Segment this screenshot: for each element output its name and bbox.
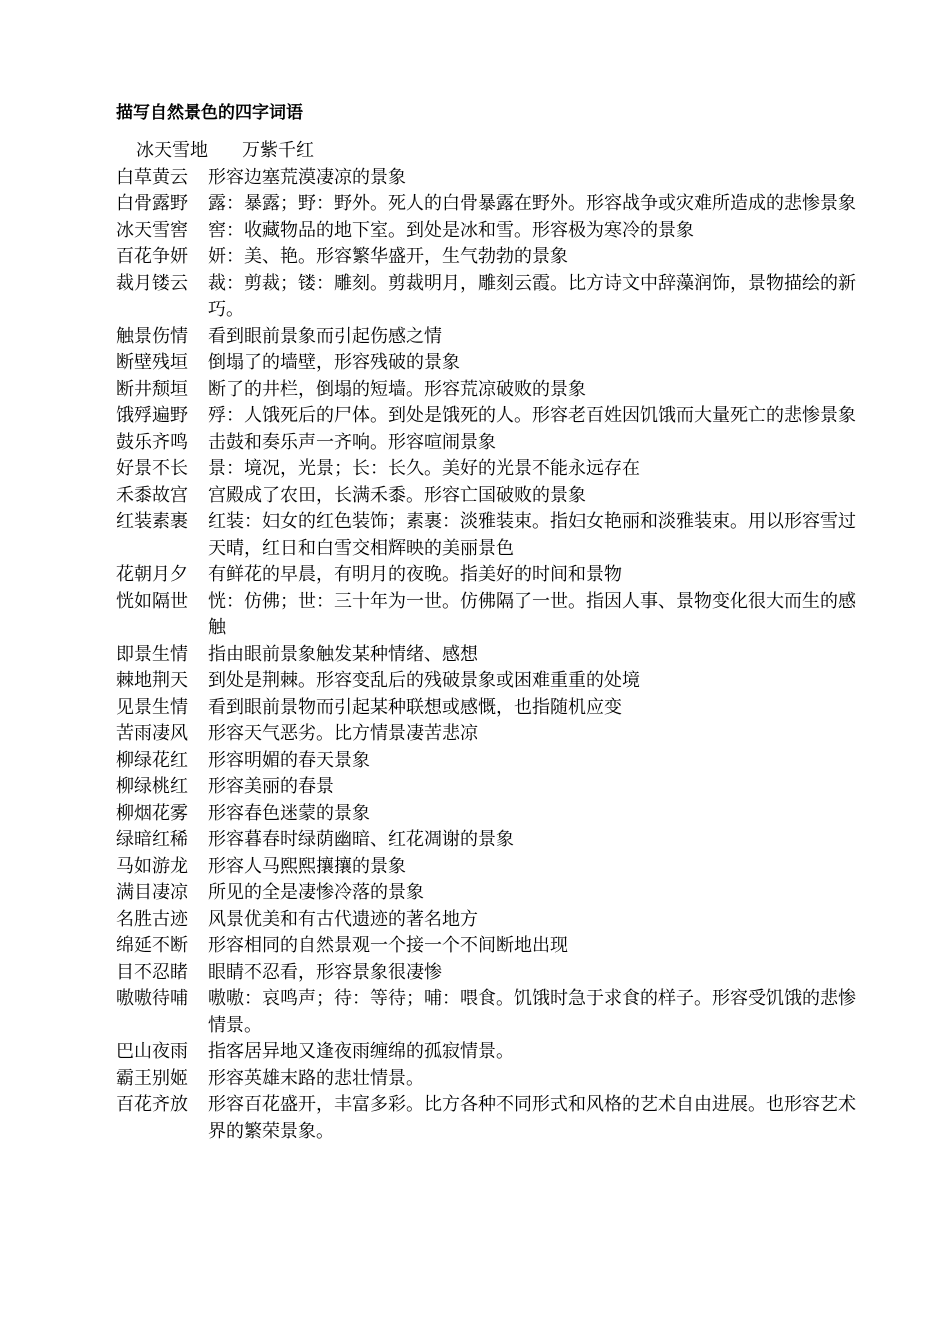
idiom-definition: 指由眼前景象触发某种情绪、感想 [208, 643, 478, 665]
document-page [116, 102, 866, 1145]
list-item [116, 483, 866, 510]
idiom-definition: 倒塌了的墙壁，形容残破的景象 [208, 352, 460, 373]
idiom-term: 白骨露野 [116, 193, 188, 214]
idiom-definition: 恍：仿佛；世：三十年为一世。仿佛隔了一世。指因人事、景物变化很大而生的感触 [208, 590, 856, 638]
idiom-term: 棘地荆天 [116, 670, 188, 691]
idiom-definition: 指客居异地又逢夜雨缠绵的孤寂情景。 [208, 1041, 514, 1062]
list-item [116, 695, 866, 722]
idiom-term: 苦雨凄风 [116, 723, 188, 744]
idiom-definition: 形容边塞荒漠凄凉的景象 [208, 166, 406, 188]
idiom-term: 好景不长 [116, 458, 188, 479]
idiom-term: 红装素裹 [116, 511, 188, 532]
idiom-term: 柳烟花雾 [116, 802, 188, 824]
list-item [116, 430, 866, 457]
idiom-list [116, 165, 866, 1146]
idiom-term: 饿殍遍野 [116, 405, 188, 426]
idiom-term: 绿暗红稀 [116, 829, 188, 850]
idiom-definition: 殍：人饿死后的尸体。到处是饿死的人。形容老百姓因饥饿而大量死亡的悲惨景象 [208, 405, 856, 426]
idiom-term: 百花争妍 [116, 246, 188, 267]
list-item [116, 271, 866, 324]
list-item [116, 403, 866, 430]
list-item [116, 562, 866, 589]
idiom-definition: 露：暴露；野：野外。死人的白骨暴露在野外。形容战争或灾难所造成的悲惨景象 [208, 193, 856, 214]
list-item [116, 907, 866, 934]
list-item [116, 668, 866, 695]
list-item [116, 801, 866, 828]
idiom-term: 花朝月夕 [116, 564, 188, 585]
list-item [116, 827, 866, 854]
idiom-term: 断井颓垣 [116, 378, 188, 400]
intro-term: 冰天雪地 [136, 140, 208, 161]
idiom-definition: 看到眼前景象而引起伤感之情 [208, 325, 442, 347]
idiom-definition: 裁：剪裁；镂：雕刻。剪裁明月，雕刻云霞。比方诗文中辞藻润饰，景物描绘的新巧。 [208, 272, 856, 320]
idiom-term: 百花齐放 [116, 1094, 188, 1115]
list-item [116, 456, 866, 483]
idiom-definition: 窖：收藏物品的地下室。到处是冰和雪。形容极为寒冷的景象 [208, 219, 694, 241]
idiom-term: 裁月镂云 [116, 272, 188, 294]
list-item [116, 509, 866, 562]
list-item [116, 854, 866, 881]
idiom-term: 即景生情 [116, 643, 188, 665]
idiom-term: 触景伤情 [116, 325, 188, 347]
idiom-term: 恍如隔世 [116, 590, 188, 612]
list-item [116, 350, 866, 377]
idiom-definition: 红装：妇女的红色装饰；素裹：淡雅装束。指妇女艳丽和淡雅装束。用以形容雪过天晴，红日和白雪交相辉映的美丽景色 [208, 511, 856, 559]
idiom-definition: 形容天气恶劣。比方情景凄苦悲凉 [208, 723, 478, 744]
idiom-term: 嗷嗷待哺 [116, 988, 188, 1009]
idiom-definition: 眼睛不忍看，形容景象很凄惨 [208, 961, 442, 983]
idiom-definition: 形容春色迷蒙的景象 [208, 802, 370, 824]
list-item [116, 218, 866, 245]
idiom-term: 名胜古迹 [116, 908, 188, 930]
list-item [116, 960, 866, 987]
list-item [116, 933, 866, 960]
idiom-term: 绵延不断 [116, 935, 188, 956]
list-item [116, 165, 866, 192]
idiom-term: 巴山夜雨 [116, 1041, 188, 1062]
idiom-definition: 景：境况，光景；长：长久。美好的光景不能永远存在 [208, 458, 640, 479]
idiom-definition: 形容人马熙熙攘攘的景象 [208, 855, 406, 877]
list-item [116, 880, 866, 907]
idiom-definition: 到处是荆棘。形容变乱后的残破景象或困难重重的处境 [208, 670, 640, 691]
list-item [116, 324, 866, 351]
idiom-term: 禾黍故宫 [116, 484, 188, 506]
idiom-term: 白草黄云 [116, 166, 188, 188]
list-item [116, 721, 866, 748]
list-item [116, 1066, 866, 1093]
list-item [116, 191, 866, 218]
idiom-term: 霸王别姬 [116, 1067, 188, 1089]
idiom-definition: 击鼓和奏乐声一齐响。形容喧闹景象 [208, 431, 496, 453]
list-item [116, 1092, 866, 1145]
list-item [116, 1039, 866, 1066]
idiom-definition: 所见的全是凄惨冷落的景象 [208, 882, 424, 903]
idiom-definition: 妍：美、艳。形容繁华盛开，生气勃勃的景象 [208, 246, 568, 267]
idiom-definition: 形容暮春时绿荫幽暗、红花凋谢的景象 [208, 829, 514, 850]
list-item [116, 642, 866, 669]
idiom-definition: 形容明媚的春天景象 [208, 749, 370, 771]
idiom-definition: 看到眼前景物而引起某种联想或感慨，也指随机应变 [208, 696, 622, 718]
page-title: 描写自然景色的四字词语 [116, 103, 303, 123]
intro-term: 万紫千红 [242, 140, 314, 161]
list-item [116, 244, 866, 271]
list-item [116, 589, 866, 642]
idiom-term: 柳绿桃红 [116, 776, 188, 797]
idiom-term: 目不忍睹 [116, 961, 188, 983]
idiom-term: 断壁残垣 [116, 352, 188, 373]
idiom-definition: 形容英雄末路的悲壮情景。 [208, 1067, 424, 1089]
idiom-definition: 断了的井栏，倒塌的短墙。形容荒凉破败的景象 [208, 378, 586, 400]
list-item [116, 986, 866, 1039]
list-item [116, 377, 866, 404]
idiom-term: 见景生情 [116, 696, 188, 718]
idiom-definition: 形容百花盛开，丰富多彩。比方各种不同形式和风格的艺术自由进展。也形容艺术界的繁荣景象。 [208, 1094, 856, 1142]
idiom-term: 马如游龙 [116, 855, 188, 877]
idiom-term: 鼓乐齐鸣 [116, 431, 188, 453]
idiom-definition: 嗷嗷：哀鸣声；待：等待；哺：喂食。饥饿时急于求食的样子。形容受饥饿的悲惨情景。 [208, 988, 856, 1036]
idiom-definition: 风景优美和有古代遗迹的著名地方 [208, 908, 478, 930]
idiom-definition: 形容相同的自然景观一个接一个不间断地出现 [208, 935, 568, 956]
idiom-definition: 宫殿成了农田，长满禾黍。形容亡国破败的景象 [208, 484, 586, 506]
idiom-definition: 形容美丽的春景 [208, 776, 334, 797]
idiom-term: 满目凄凉 [116, 882, 188, 903]
idiom-definition: 有鲜花的早晨，有明月的夜晚。指美好的时间和景物 [208, 564, 622, 585]
list-item [116, 774, 866, 801]
idiom-term: 冰天雪窖 [116, 219, 188, 241]
list-item [116, 748, 866, 775]
intro-line [116, 138, 866, 165]
idiom-term: 柳绿花红 [116, 749, 188, 771]
